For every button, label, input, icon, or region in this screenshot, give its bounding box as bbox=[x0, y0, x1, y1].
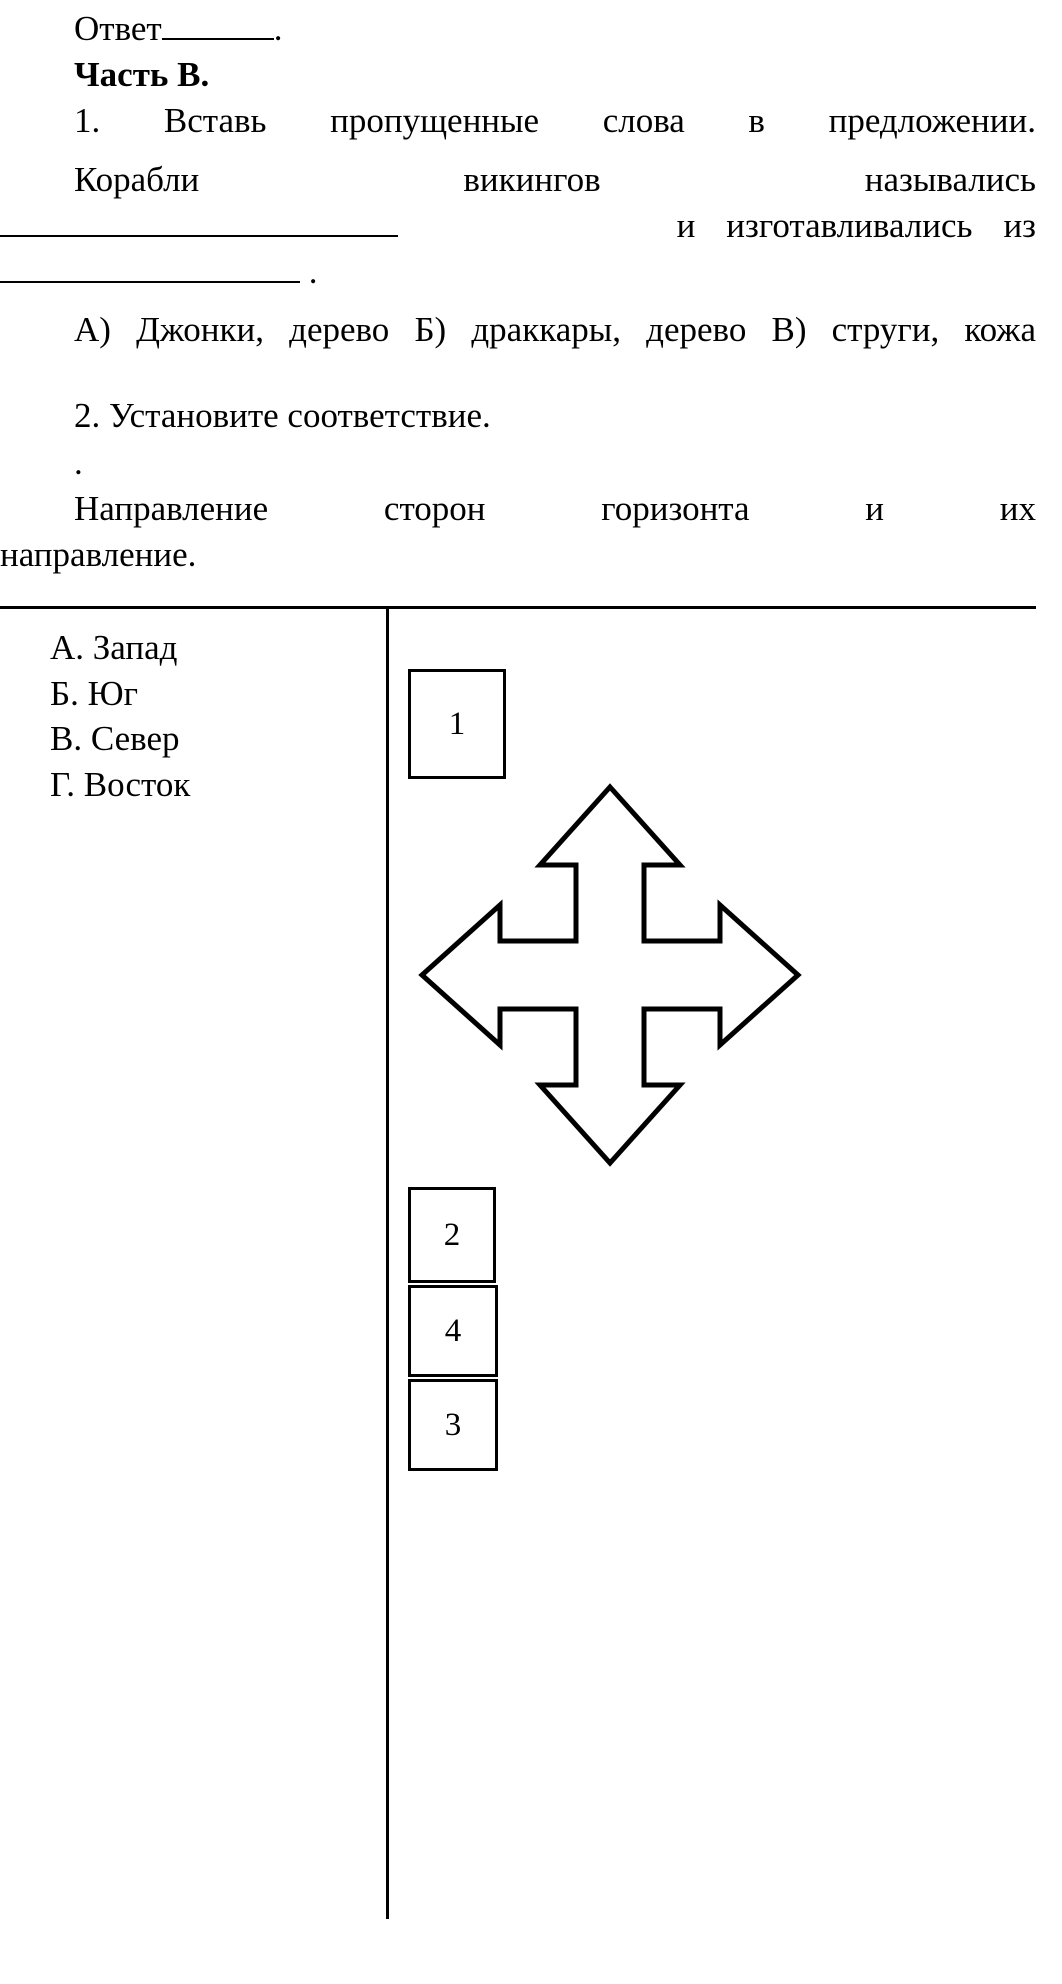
answer-line bbox=[0, 0, 1036, 52]
table-column-divider bbox=[386, 609, 389, 1919]
answer-label: Ответ bbox=[74, 9, 162, 48]
question-2-subtitle-line1: Направление сторон горизонта и их bbox=[74, 488, 1036, 528]
sentence-blank-2 bbox=[0, 251, 300, 283]
list-item: А. Запад bbox=[50, 628, 178, 668]
number-box-2: 2 bbox=[408, 1187, 496, 1283]
number-box-4: 4 bbox=[408, 1285, 498, 1377]
answer-period: . bbox=[273, 9, 283, 48]
question-2-dot: . bbox=[74, 442, 83, 482]
part-heading: Часть В. bbox=[74, 55, 210, 95]
list-item: Г. Восток bbox=[50, 764, 191, 804]
matching-options-list bbox=[50, 625, 190, 807]
sentence-blank-1 bbox=[0, 205, 398, 237]
list-item: Б. Юг bbox=[50, 673, 138, 713]
number-box-1: 1 bbox=[408, 669, 506, 779]
question-2-prompt: 2. Установите соответствие. bbox=[74, 396, 491, 436]
question-1-prompt: 1. Вставь пропущенные слова в предложении. bbox=[74, 101, 1036, 141]
question-1-options: А) Джонки, дерево Б) драккары, дерево В) струги, кожа bbox=[74, 310, 1036, 350]
question-2-subtitle-line2: направление. bbox=[0, 534, 197, 574]
answer-blank bbox=[162, 8, 274, 40]
number-box-3: 3 bbox=[408, 1379, 498, 1471]
sentence-mid-text: и изготавливались из bbox=[676, 205, 1037, 245]
question-1-sentence-line1: Корабли викингов назывались bbox=[74, 159, 1036, 199]
matching-table bbox=[0, 606, 1036, 1919]
list-item: В. Север bbox=[50, 719, 180, 759]
question-1-sentence-line2 bbox=[0, 203, 1036, 249]
four-direction-arrow-icon bbox=[400, 777, 820, 1177]
question-1-sentence-line3 bbox=[0, 249, 1036, 295]
sentence-end-period: . bbox=[308, 251, 318, 291]
